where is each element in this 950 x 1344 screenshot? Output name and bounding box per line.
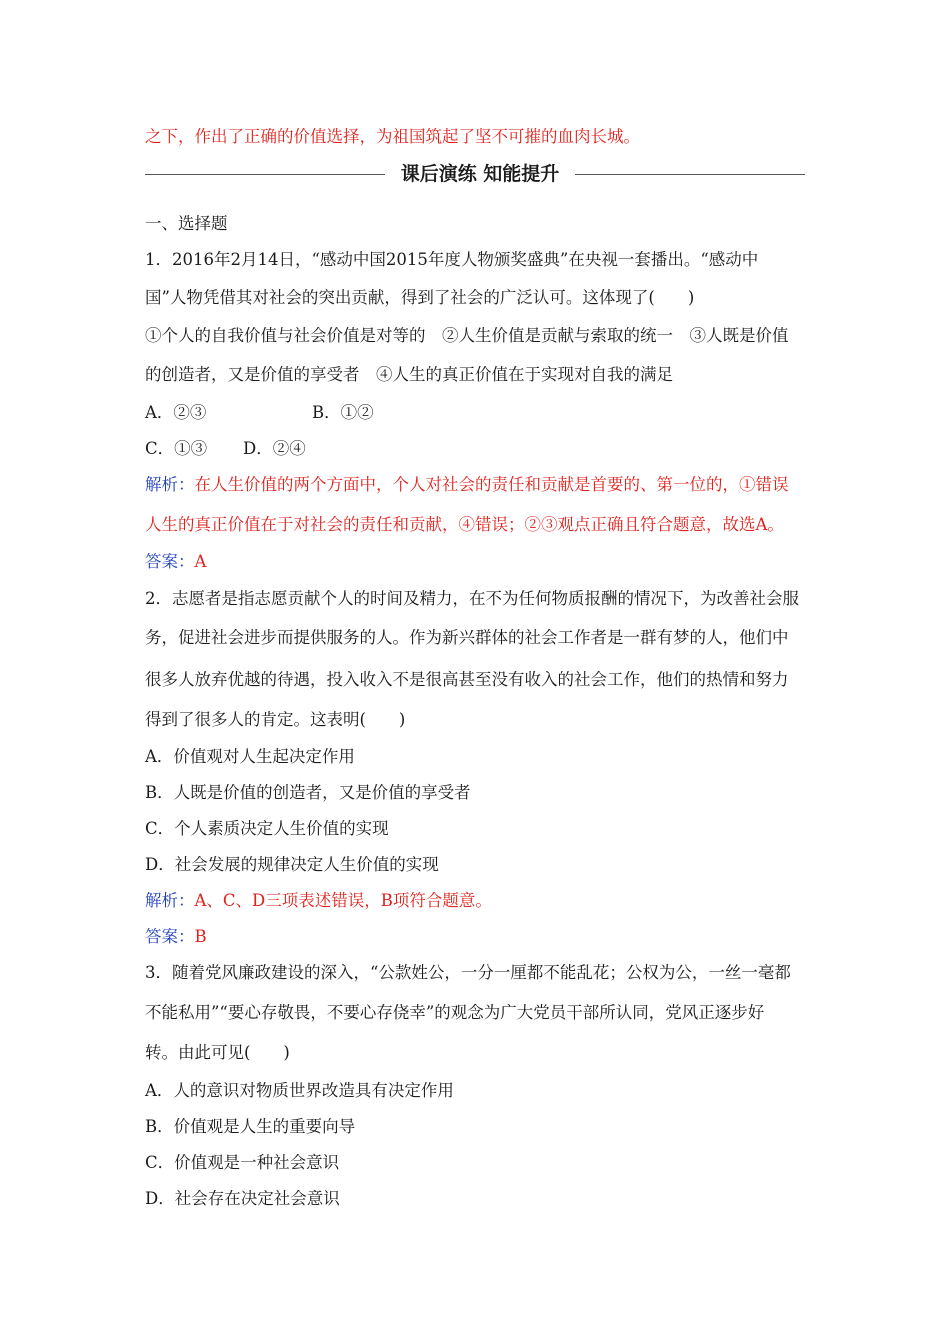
section-rule-left (145, 174, 385, 175)
q3-stem-line-3: 转。由此可见( ) (145, 1043, 290, 1062)
q1-option-d: D．②④ (243, 439, 306, 458)
q1-analysis-tag: 解析： (145, 475, 195, 494)
q1-items-line-2: 的创造者，又是价值的享受者 ④人生的真正价值在于实现对自我的满足 (145, 365, 673, 384)
q2-analysis-tag: 解析： (145, 891, 195, 910)
q1-answer (145, 551, 206, 573)
q2-option-d: D．社会发展的规律决定人生价值的实现 (145, 855, 439, 874)
q3-stem-line-1: 3．随着党风廉政建设的深入，“公款姓公，一分一厘都不能乱花；公权为公，一丝一毫都 (145, 963, 791, 982)
q1-option-b: B．①② (312, 403, 374, 422)
section-rule-right (575, 174, 805, 175)
q1-answer-value: A (194, 552, 207, 571)
q3-option-a: A．人的意识对物质世界改造具有决定作用 (145, 1081, 454, 1100)
q1-option-c: C．①③ (145, 439, 208, 458)
q3-option-c: C．价值观是一种社会意识 (145, 1153, 340, 1172)
q1-analysis-text-1: 在人生价值的两个方面中，个人对社会的责任和贡献是首要的、第一位的，①错误 (194, 475, 789, 494)
q2-analysis-line-1 (145, 890, 492, 912)
q2-option-c: C．个人素质决定人生价值的实现 (145, 819, 389, 838)
q2-option-a: A．价值观对人生起决定作用 (145, 747, 355, 766)
q2-answer-tag: 答案： (145, 927, 195, 946)
q1-answer-tag: 答案： (145, 552, 195, 571)
part-heading: 一、选择题 (145, 214, 228, 233)
q2-stem-line-1: 2．志愿者是指志愿贡献个人的时间及精力，在不为任何物质报酬的情况下，为改善社会服 (145, 589, 799, 608)
intro-tail-text: 之下，作出了正确的价值选择，为祖国筑起了坚不可摧的血肉长城。 (145, 127, 640, 146)
q2-answer-value: B (194, 927, 207, 946)
q1-items-line-1: ①个人的自我价值与社会价值是对等的 ②人生价值是贡献与索取的统一 ③人既是价值 (145, 326, 789, 345)
section-header (145, 160, 805, 188)
q1-analysis-line-1 (145, 474, 789, 496)
q2-option-b: B．人既是价值的创造者，又是价值的享受者 (145, 783, 471, 802)
q1-options-row-1 (145, 402, 374, 424)
q2-stem-line-2: 务，促进社会进步而提供服务的人。作为新兴群体的社会工作者是一群有梦的人，他们中 (145, 628, 789, 647)
q2-stem-line-3: 很多人放弃优越的待遇，投入收入不是很高甚至没有收入的社会工作，他们的热情和努力 (145, 670, 789, 689)
q3-stem-line-2: 不能私用”“要心存敬畏，不要心存侥幸”的观念为广大党员干部所认同，党风正逐步好 (145, 1003, 765, 1022)
q1-option-a: A．②③ (145, 403, 207, 422)
q1-analysis-line-2: 人生的真正价值在于对社会的责任和贡献，④错误；②③观点正确且符合题意，故选A。 (145, 515, 784, 534)
q1-options-row-2 (145, 438, 306, 460)
q2-stem-line-4: 得到了很多人的肯定。这表明( ) (145, 710, 406, 729)
q3-option-d: D．社会存在决定社会意识 (145, 1189, 340, 1208)
q3-option-b: B．价值观是人生的重要向导 (145, 1117, 356, 1136)
q1-stem-line-1: 1．2016年2月14日，“感动中国2015年度人物颁奖盛典”在央视一套播出。“感动中 (145, 250, 759, 269)
section-title: 课后演练 知能提升 (400, 163, 560, 185)
q1-stem-line-2: 国”人物凭借其对社会的突出贡献，得到了社会的广泛认可。这体现了( ) (145, 288, 695, 307)
q2-answer (145, 926, 207, 948)
q2-analysis-text-1: A、C、D三项表述错误，B项符合题意。 (194, 891, 492, 910)
